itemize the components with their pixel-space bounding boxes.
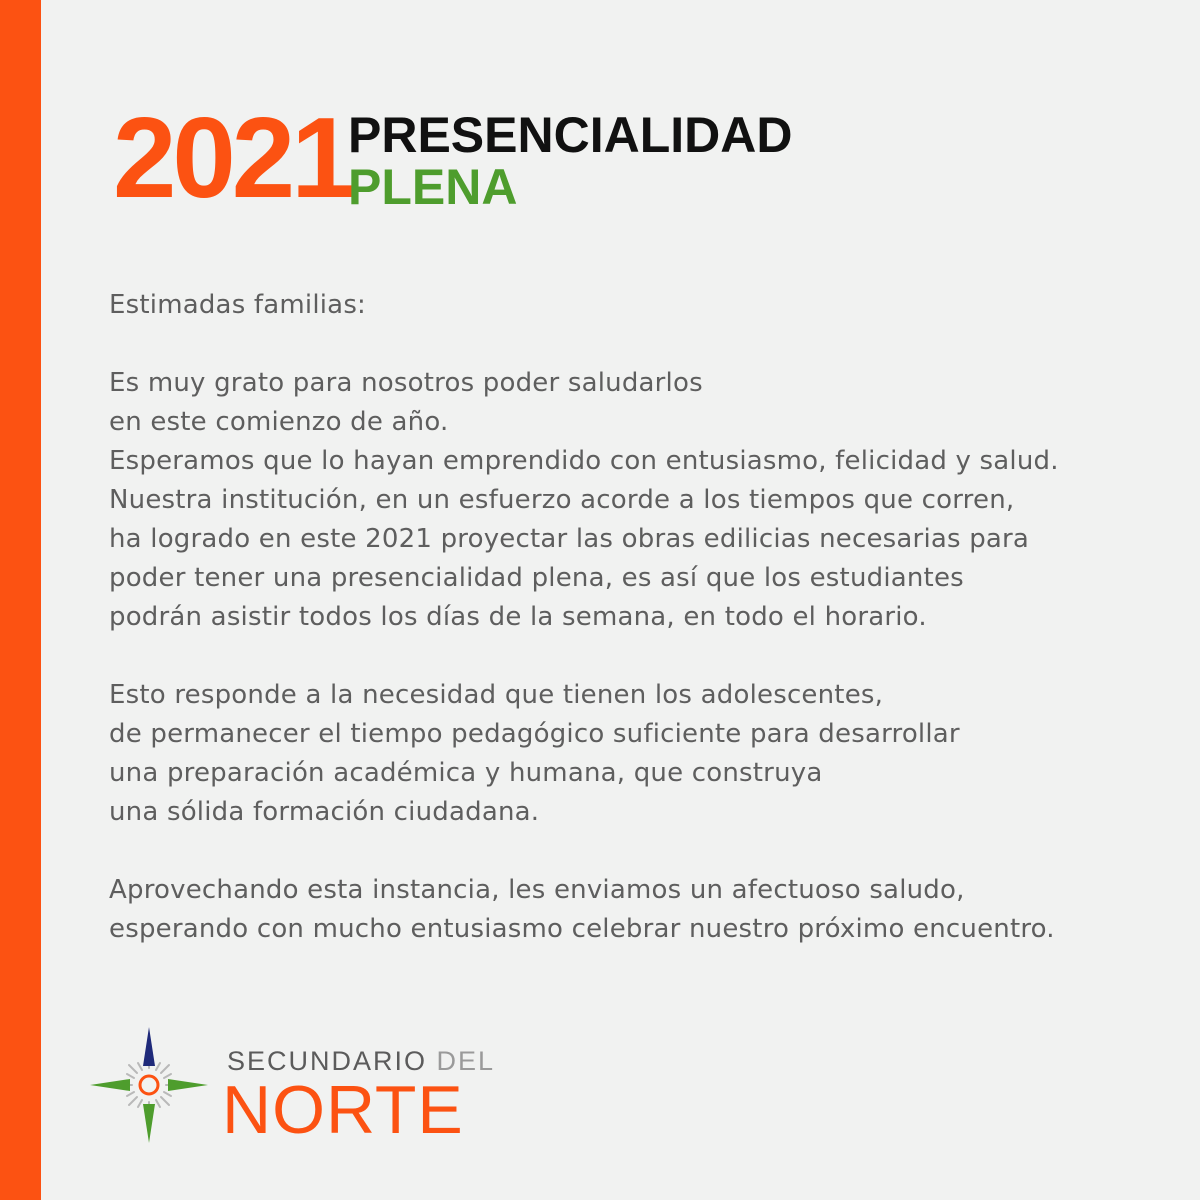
- compass-rose-icon: [88, 1024, 210, 1146]
- school-logo: [88, 1024, 496, 1148]
- logo-text-norte: NORTE: [222, 1072, 464, 1148]
- letter-line: en este comienzo de año.: [109, 407, 449, 437]
- logo-word-secundario: SECUNDARIO: [227, 1046, 428, 1076]
- letter-paragraph-2: [109, 676, 1169, 832]
- letter-body: [109, 286, 1169, 988]
- letter-line: de permanecer el tiempo pedagógico suficiente para desarrollar: [109, 719, 960, 749]
- header-year: 2021: [113, 95, 351, 222]
- letter-line: esperando con mucho entusiasmo celebrar nuestro próximo encuentro.: [109, 914, 1055, 944]
- letter-line: Estimadas familias:: [109, 290, 367, 320]
- letter-line: Es muy grato para nosotros poder saludarlos: [109, 368, 703, 398]
- logo-word-del: DEL: [436, 1046, 496, 1076]
- letter-paragraph-1: [109, 364, 1169, 637]
- letter-line: Esto responde a la necesidad que tienen los adolescentes,: [109, 680, 884, 710]
- letter-line: ha logrado en este 2021 proyectar las obras edilicias necesarias para: [109, 524, 1030, 554]
- letter-greeting: [109, 286, 1169, 325]
- header-title-line2: PLENA: [348, 159, 518, 215]
- letter-line: Aprovechando esta instancia, les enviamos un afectuoso saludo,: [109, 875, 965, 905]
- letter-line: Nuestra institución, en un esfuerzo acorde a los tiempos que corren,: [109, 485, 1015, 515]
- letter-paragraph-3: [109, 871, 1169, 949]
- header-title-line1: PRESENCIALIDAD: [348, 107, 793, 163]
- orange-side-bar: [0, 0, 41, 1200]
- letter-line: una preparación académica y humana, que construya: [109, 758, 823, 788]
- letter-line: poder tener una presencialidad plena, es así que los estudiantes: [109, 563, 964, 593]
- letter-line: Esperamos que lo hayan emprendido con entusiasmo, felicidad y salud.: [109, 446, 1059, 476]
- letter-line: podrán asistir todos los días de la semana, en todo el horario.: [109, 602, 927, 632]
- letter-line: una sólida formación ciudadana.: [109, 797, 540, 827]
